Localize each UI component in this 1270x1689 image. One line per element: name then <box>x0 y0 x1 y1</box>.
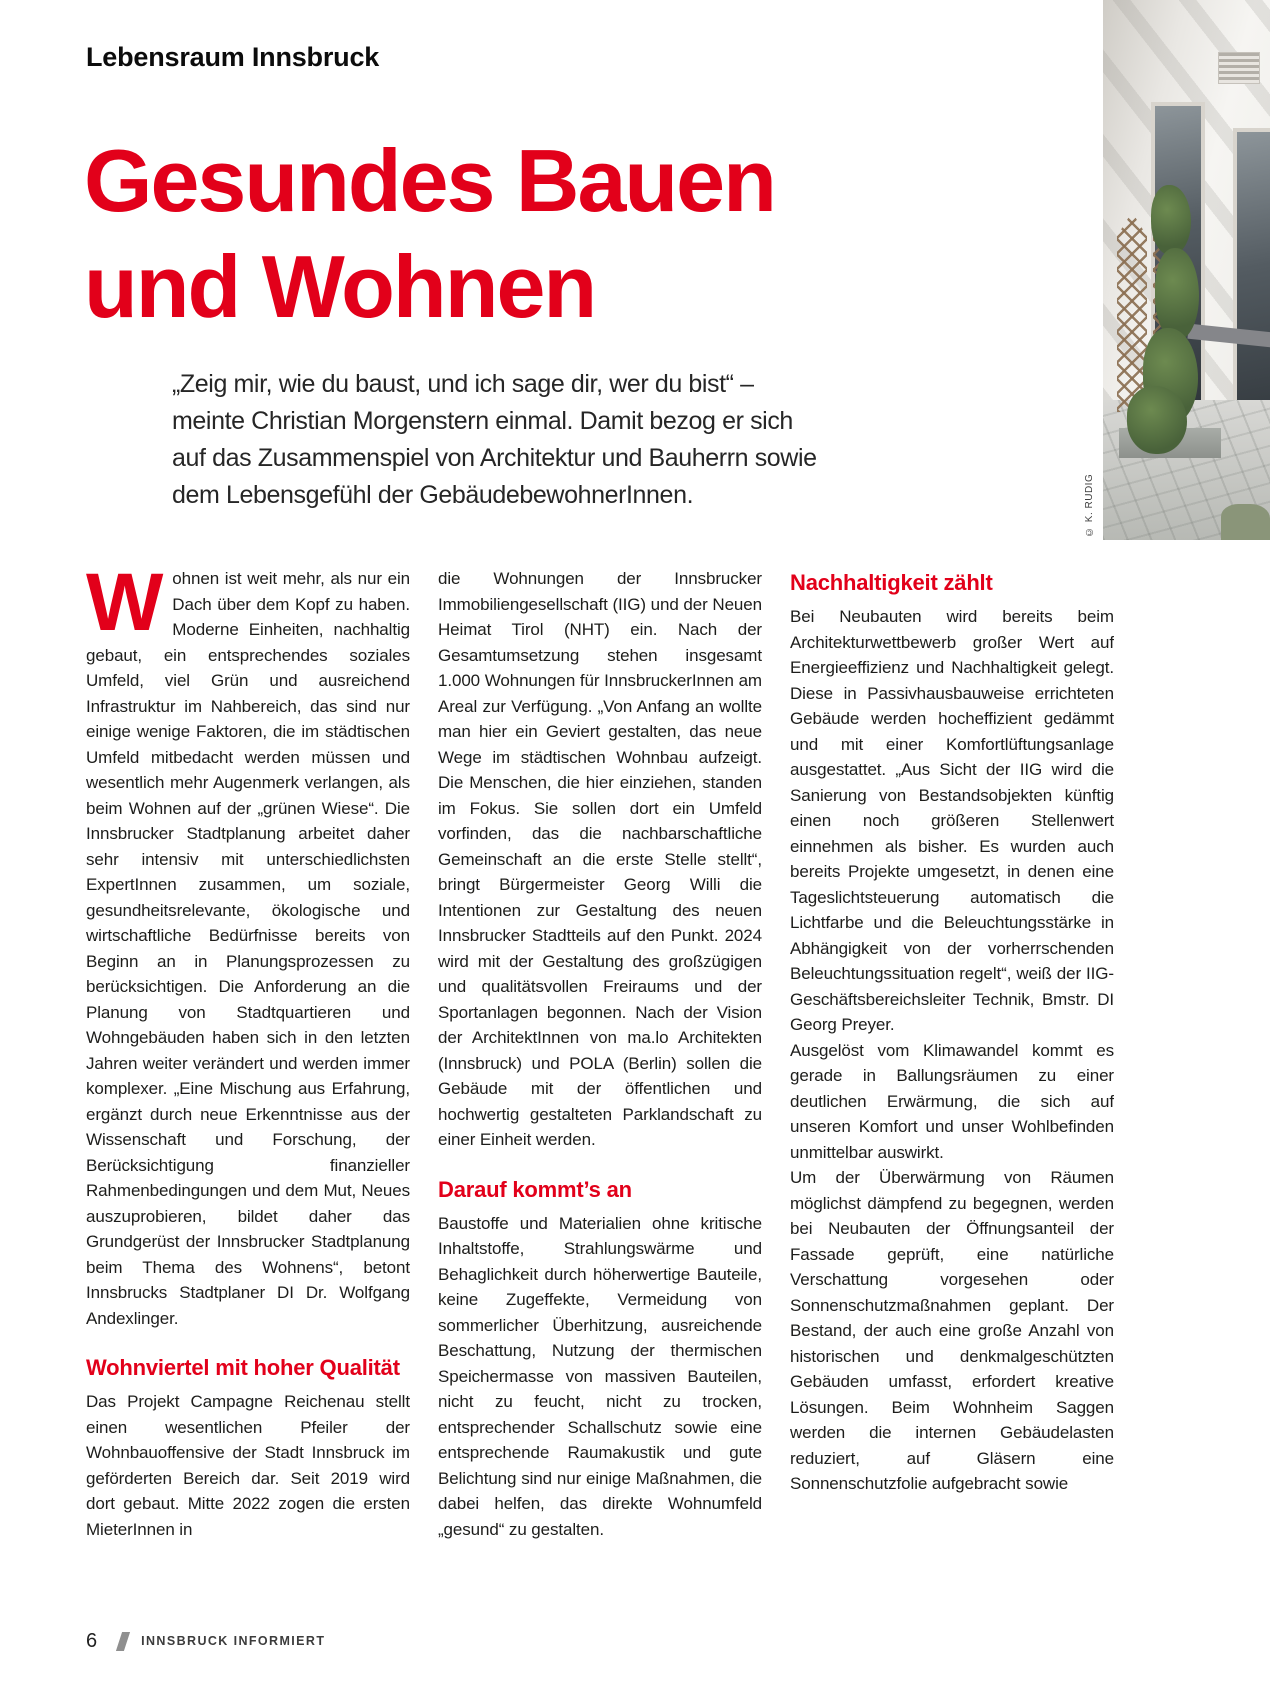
article-title <box>84 128 775 340</box>
standfirst-line: „Zeig mir, wie du baust, und ich sage dir, wer du bist“ – <box>172 370 754 398</box>
body-paragraph <box>86 566 410 1331</box>
body-paragraph: die Wohnungen der Innsbrucker Immobiliengesellschaft (IIG) und der Neuen Heimat Tirol (NHT) ein. Nach der Gesamtumsetzung stehen insgesamt 1.000 Wohnungen für InnsbruckerInnen am Areal zur Verfügung. „Von Anfang an wollte man hier ein Geviert gestalten, das neue Wege im städtischen Wohnbau aufzeigt. Die Menschen, die hier einziehen, standen im Fokus. Sie sollen dort ein Umfeld vorfinden, das die nachbarschaftliche Gemeinschaft an die erste Stelle stellt“, bringt Bürgermeister Georg Willi die Intentionen zur Gestaltung des neuen Innsbrucker Stadtteils auf den Punkt. 2024 wird mit der Gestaltung des großzügigen und qualitätsvollen Freiraums und der Sportanlagen begonnen. Nach der Vision der ArchitektInnen von ma.lo Architekten (Innsbruck) und POLA (Berlin) sollen die Gebäude mit der öffentlichen und hochwertig gestalteten Parklandschaft zu einer Einheit werden. <box>438 569 762 1149</box>
column-1 <box>86 566 410 1620</box>
subheading-darauf-kommts-an: Darauf kommt’s an <box>438 1176 632 1202</box>
article-columns <box>86 566 1114 1620</box>
standfirst-line: auf das Zusammenspiel von Architektur und Bauherrn sowie <box>172 444 817 472</box>
photo-credit: © K. RUDIG <box>1084 473 1095 537</box>
grass-patch <box>1221 504 1270 540</box>
standfirst-line: dem Lebensgefühl der GebäudebewohnerInnen. <box>172 481 694 509</box>
magazine-name: INNSBRUCK INFORMIERT <box>141 1634 326 1648</box>
section-kicker: Lebensraum Innsbruck <box>86 42 380 72</box>
dropcap-letter: W <box>86 566 164 648</box>
paragraph-text: ohnen ist weit mehr, als nur ein Dach über dem Kopf zu haben. Moderne Einheiten, nachhaltig gebaut, ein entsprechendes soziales Umfeld, viel Grün und ausreichend Infrastruktur im Nahbereich, das sind nur einige wenige Faktoren, die im städtischen Umfeld mitbedacht werden müssen und wesentlich mehr Augenmerk verlangen, als beim Wohnen auf der „grünen Wiese“. Die Innsbrucker Stadtplanung arbeitet daher sehr intensiv mit unterschiedlichsten ExpertInnen zusammen, um soziale, gesundheitsrelevante, ökologische und wirtschaftliche Bedürfnisse bereits von Beginn an in Planungsprozessen zu berücksichtigen. Die Anforderung an die Planung von Stadtquartieren und Wohngebäuden haben sich in den letzten Jahren weiter verändert und werden immer komplexer. „Eine Mischung aus Erfahrung, ergänzt durch neue Erkenntnisse aus der Wissenschaft und Forschung, der Berücksichtigung finanzieller Rahmenbedingungen und dem Mut, Neues auszuprobieren, bildet daher das Grundgerüst der Innsbrucker Stadtplanung beim Thema des Wohnens“, betont Innsbrucks Stadtplaner DI Dr. Wolfgang Andexlinger. <box>86 569 410 1328</box>
shrub <box>1127 386 1187 454</box>
subheading-nachhaltigkeit: Nachhaltigkeit zählt <box>790 570 993 595</box>
body-paragraph: Ausgelöst vom Klimawandel kommt es gerade in Ballungsräumen zu einer deutlichen Erwärmung, die sich auf unseren Komfort und unser Wohlbefinden unmittelbar auswirkt. <box>790 1040 1114 1162</box>
body-paragraph: Um der Überwärmung von Räumen möglichst dämpfend zu begegnen, werden bei Neubauten der Öffnungsanteil der Fassade geprüft, eine natürliche Verschattung vorgesehen oder Sonnenschutzmaßnahmen geplant. Der Bestand, der auch eine große Anzahl von historischen und denkmalgeschützten Gebäuden umfasst, erfordert kreative Lösungen. Beim Wohnheim Saggen werden die internen Gebäudelasten reduziert, auf Gläsern eine Sonnenschutzfolie aufgebracht sowie <box>790 1168 1114 1493</box>
vent-grille <box>1218 52 1260 84</box>
page-number: 6 <box>86 1629 98 1652</box>
article-title-line2: und Wohnen <box>84 237 596 336</box>
climbing-plant <box>1151 185 1191 255</box>
standfirst <box>172 366 912 514</box>
body-paragraph: Bei Neubauten wird bereits beim Architekturwettbewerb großer Wert auf Energieeffizienz und Nachhaltigkeit gelegt. Diese in Passivhausbauweise errichteten Gebäude werden hocheffizient gedämmt und mit einer Komfortlüftungsanlage ausgestattet. „Aus Sicht der IIG wird die Sanierung von Bestandsobjekten künftig einen noch größeren Stellenwert einnehmen als bisher. Es wurden auch bereits Projekte umgesetzt, in denen eine Tageslichtsteuerung automatisch die Lichtfarbe und die Beleuchtungsstärke in Abhängigkeit von der vorherrschenden Beleuchtungssituation regelt“, weiß der IIG-Geschäftsbereichsleiter Technik, Bmstr. DI Georg Preyer. <box>790 607 1114 1034</box>
climbing-plant <box>1155 248 1199 340</box>
window-right <box>1233 128 1270 432</box>
standfirst-line: meinte Christian Morgenstern einmal. Damit bezog er sich <box>172 407 793 435</box>
subheading-wohnviertel: Wohnviertel mit hoher Qualität <box>86 1355 400 1380</box>
body-paragraph: Das Projekt Campagne Reichenau stellt einen wesentlichen Pfeiler der Wohnbauoffensive der Stadt Innsbruck im geförderten Bereich dar. Seit 2019 wird dort gebaut. Mitte 2022 zogen die ersten MieterInnen in <box>86 1392 410 1539</box>
slash-icon <box>116 1632 130 1651</box>
body-paragraph: Baustoffe und Materialien ohne kritische Inhaltstoffe, Strahlungswärme und Behaglichkeit durch höherwertige Bauteile, keine Zugeffekte, Vermeidung von sommerlicher Überhitzung, ausreichende Beschattung, Nutzung der thermischen Speichermasse von massiven Bauteilen, nicht zu feucht, nicht zu trocken, entsprechender Schallschutz sowie eine entsprechende Raumakustik und gute Belichtung sind nur einige Maßnahmen, die dabei helfen, das direkte Wohnumfeld „gesund“ zu gestalten. <box>438 1213 762 1539</box>
column-3 <box>790 566 1114 1620</box>
page-footer <box>86 1628 325 1654</box>
article-title-line1: Gesundes Bauen <box>84 131 775 230</box>
facade-photo <box>1103 0 1270 540</box>
column-2 <box>438 566 762 1620</box>
